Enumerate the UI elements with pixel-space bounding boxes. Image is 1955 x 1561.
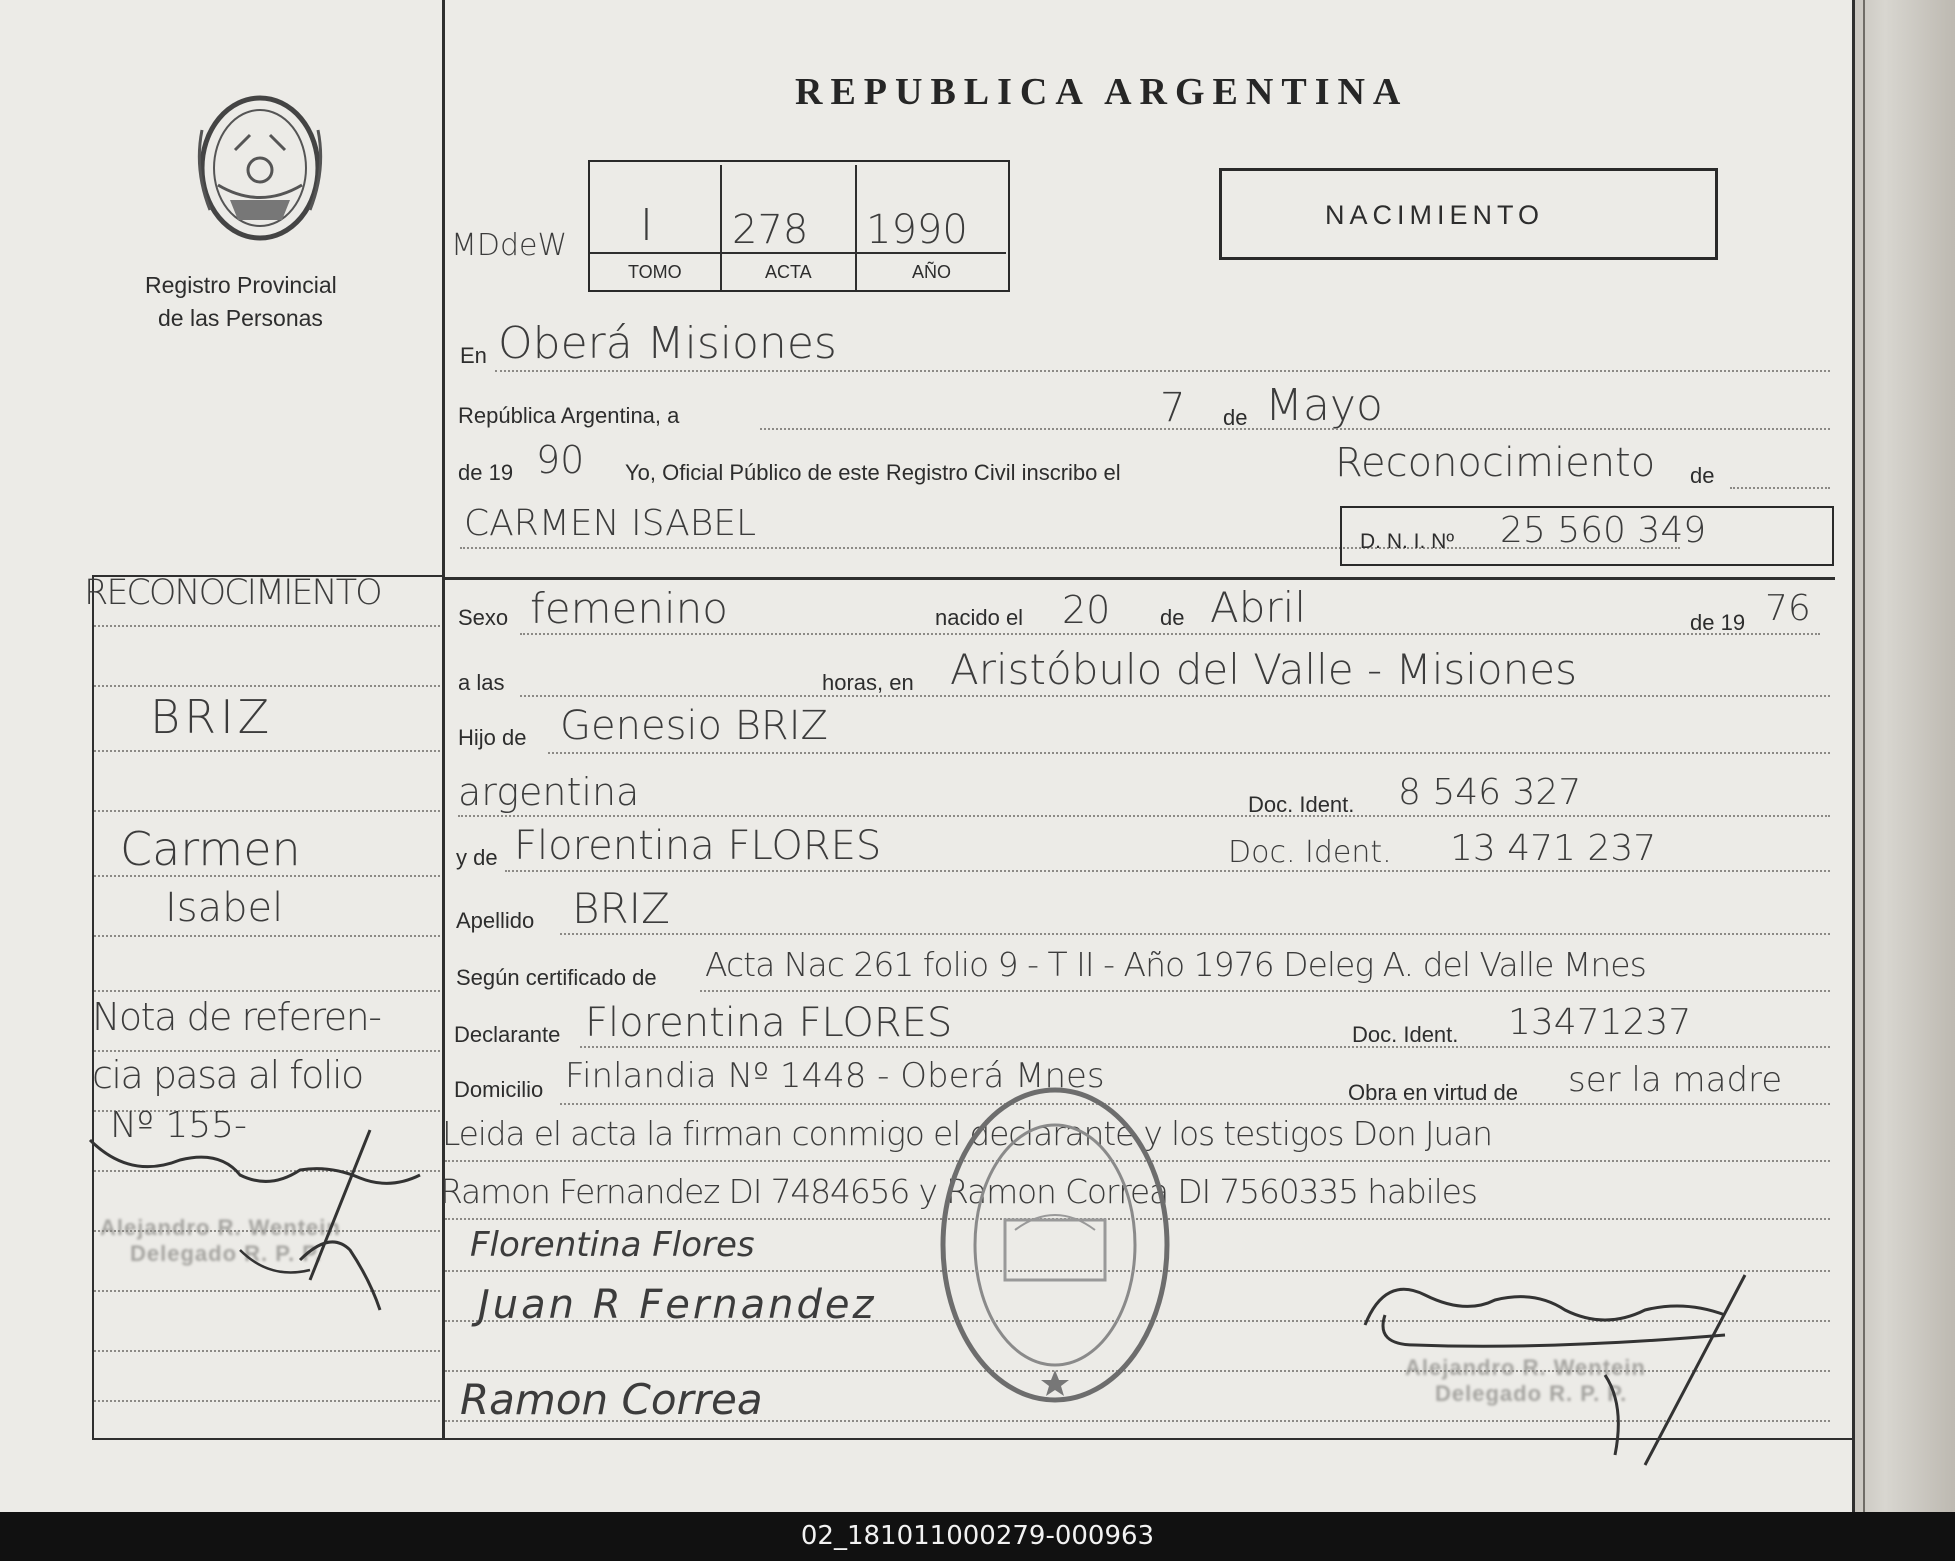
day-value: 7 — [1160, 385, 1186, 431]
inscribo-value: Reconocimiento — [1335, 440, 1656, 486]
lugar-value: Aristóbulo del Valle - Misiones — [950, 645, 1577, 694]
madre-doc-label: Doc. Ident. — [1228, 835, 1392, 870]
declarante-line — [580, 1046, 1830, 1048]
padre-nationality: argentina — [458, 770, 640, 814]
leida-line2: Ramon Fernandez DI 7484656 y Ramon Correa DI 7560335 habiles — [440, 1172, 1477, 1211]
margin-line-3 — [94, 750, 440, 752]
anio-value: 1990 — [866, 207, 968, 253]
margin-signature-icon — [70, 1120, 460, 1320]
footer-image-id: 02_181011000279-000963 — [0, 1512, 1955, 1561]
domicilio-label: Domicilio — [454, 1077, 544, 1102]
page-edge — [1855, 0, 1955, 1512]
sexo-line — [520, 633, 1820, 635]
nacido-month: Abril — [1210, 583, 1306, 632]
declarante-label: Declarante — [454, 1022, 561, 1047]
signature-juan: Juan R Fernandez — [478, 1282, 877, 1328]
nacido-de-label: de — [1160, 605, 1185, 630]
official-stamp-right: Alejandro R. Wentein Delegado R. P. P. — [1405, 1355, 1646, 1406]
margin-line-4 — [94, 810, 440, 812]
de19-line — [1730, 487, 1830, 489]
month-value: Mayo — [1265, 380, 1383, 431]
margin-second-name: Isabel — [165, 885, 284, 931]
page-title: REPUBLICA ARGENTINA — [795, 71, 1409, 113]
padre-doc: 8 546 327 — [1398, 772, 1582, 813]
tomo-label: TOMO — [628, 262, 682, 282]
form-right-border — [1852, 0, 1855, 1512]
anio-label: AÑO — [912, 262, 952, 282]
dni-value: 25 560 349 — [1500, 510, 1707, 551]
margin-line-14 — [94, 1400, 440, 1402]
margin-line-8 — [94, 1050, 440, 1052]
obra-value: ser la madre — [1568, 1060, 1783, 1100]
act-type: NACIMIENTO — [1325, 200, 1545, 230]
round-official-stamp-icon — [935, 1080, 1175, 1410]
leida-line1: Leida el acta la firman conmigo el declarante y los testigos Don Juan — [442, 1114, 1492, 1153]
alas-label: a las — [458, 670, 505, 695]
month-de-label: de — [1223, 405, 1248, 430]
nacido-label: nacido el — [935, 605, 1024, 630]
sexo-label: Sexo — [458, 605, 509, 630]
republica-line — [760, 428, 1830, 430]
apellido-line — [560, 933, 1830, 935]
margin-surname: BRIZ — [150, 690, 274, 744]
acta-label: ACTA — [765, 262, 812, 282]
padre-doc-label: Doc. Ident. — [1248, 792, 1355, 817]
official-stamp-left: Alejandro R. Wentein Delegado R. P. P. — [100, 1215, 341, 1266]
box-divider-2 — [855, 165, 857, 290]
hijo-line — [548, 752, 1830, 754]
obra-label: Obra en virtud de — [1348, 1080, 1518, 1105]
dni-label: D. N. I. Nº — [1360, 530, 1455, 553]
decl-doc: 13471237 — [1508, 1002, 1692, 1043]
margin-line-1 — [94, 625, 440, 627]
year-prefix-label: de 19 — [458, 460, 514, 485]
nacido-year-prefix: de 19 — [1690, 610, 1746, 635]
en-label: En — [460, 343, 487, 368]
sexo-value: femenino — [530, 584, 728, 633]
margin-line-7 — [94, 990, 440, 992]
margin-ref-line2: cia pasa al folio — [92, 1053, 363, 1097]
republica-label: República Argentina, a — [458, 403, 680, 428]
margin-line-13 — [94, 1350, 440, 1352]
margin-ref-line3: Nº 155- — [110, 1105, 248, 1146]
tomo-value: I — [640, 200, 653, 251]
apellido-value: BRIZ — [572, 884, 670, 933]
madre-line — [505, 870, 1830, 872]
registry-name-line2: de las Personas — [158, 305, 323, 331]
madre-doc: 13 471 237 — [1450, 828, 1657, 869]
apellido-label: Apellido — [456, 908, 535, 933]
box-divider-1 — [720, 165, 722, 290]
signature-ramon: Ramon Correa — [460, 1375, 763, 1424]
segun-label: Según certificado de — [456, 965, 657, 990]
segun-line — [700, 990, 1830, 992]
yde-label: y de — [456, 845, 498, 870]
en-line — [495, 370, 1830, 372]
official-signature-icon — [1345, 1255, 1775, 1485]
margin-first-name: Carmen — [120, 822, 301, 876]
margin-line-6 — [94, 935, 440, 937]
signature-florentina: Florentina Flores — [470, 1225, 755, 1265]
segun-value: Acta Nac 261 folio 9 - T II - Año 1976 Deleg A. del Valle Mnes — [705, 945, 1646, 984]
domicilio-value: Finlandia Nº 1448 - Oberá Mnes — [565, 1056, 1105, 1096]
nacido-day: 20 — [1062, 588, 1111, 632]
acta-value: 278 — [732, 207, 809, 253]
year-value: 90 — [536, 438, 585, 482]
padre-line — [458, 815, 1830, 817]
name-value: CARMEN ISABEL — [464, 503, 757, 544]
alas-line — [520, 695, 1830, 697]
declarante-value: Florentina FLORES — [585, 1000, 953, 1046]
provincial-seal-icon — [190, 90, 330, 245]
de-after-label: de — [1690, 463, 1715, 488]
margin-line-2 — [94, 685, 440, 687]
section-divider — [445, 577, 1835, 580]
padre-value: Genesio BRIZ — [560, 703, 828, 749]
madre-value: Florentina FLORES — [514, 823, 882, 869]
hijo-label: Hijo de — [458, 725, 527, 750]
oficial-text: Yo, Oficial Público de este Registro Civil inscribo el — [625, 460, 1121, 485]
nacido-year: 76 — [1765, 588, 1811, 629]
domicilio-line — [560, 1103, 1830, 1105]
registry-name-line1: Registro Provincial — [145, 272, 337, 298]
margin-note-title: RECONOCIMIENTO — [84, 573, 381, 613]
decl-doc-label: Doc. Ident. — [1352, 1022, 1459, 1047]
registry-code: MDdeW — [451, 228, 568, 263]
en-value: Oberá Misiones — [498, 318, 837, 369]
margin-ref-line1: Nota de referen- — [92, 995, 381, 1039]
horas-label: horas, en — [822, 670, 914, 695]
